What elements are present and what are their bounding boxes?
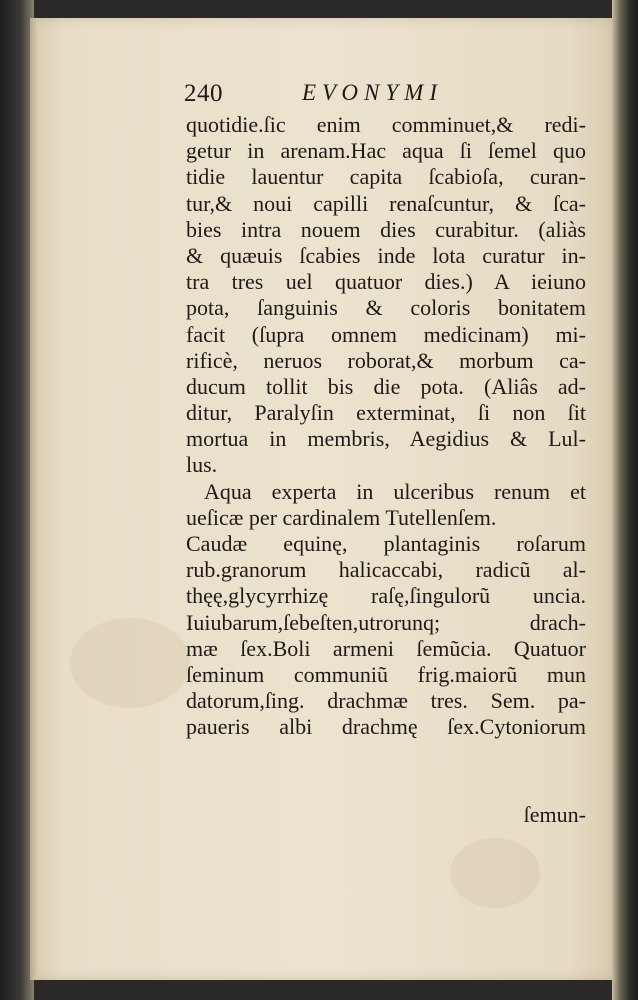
text-line: getur in arenam.Hac aqua ſi ſemel quo <box>186 138 586 164</box>
paper-stain <box>450 838 540 908</box>
body-text <box>186 112 586 741</box>
next-leaf-edge <box>612 0 638 1000</box>
running-title: EVONYMI <box>302 80 443 105</box>
text-line: ueſicæ per cardinalem Tutellenſem. <box>186 504 497 530</box>
text-line: rificè, neruos roborat,& morbum ca- <box>186 347 586 373</box>
text-line: mortua in membris, Aegidius & Lul- <box>186 426 586 452</box>
text-line: thęę,glycyrrhizę raſę,ſingulorũ uncia. <box>186 583 586 609</box>
text-line: ducum tollit bis die pota. (Aliâs ad- <box>186 373 586 399</box>
text-line: mæ ſex.Boli armeni ſemũcia. Quatuor <box>186 635 586 661</box>
text-line: rub.granorum halicaccabi, radicũ al- <box>186 557 586 583</box>
text-line: bies intra nouem dies curabitur. (aliàs <box>186 216 586 242</box>
text-line: quotidie.ſic enim comminuet,& redi- <box>186 112 586 137</box>
text-line: & quæuis ſcabies inde lota curatur in- <box>186 242 586 268</box>
text-line: tidie lauentur capita ſcabioſa, curan- <box>186 164 586 190</box>
page-header <box>184 80 504 114</box>
text-line: Iuiubarum,ſebeſten,utrorunq; drach- <box>186 609 586 635</box>
paper-stain <box>70 618 190 708</box>
page-edge-shadow <box>30 18 38 980</box>
catchword: ſemun- <box>523 802 586 827</box>
text-line: facit (ſupra omnem medicinam) mi- <box>186 321 586 347</box>
text-line: ſeminum communiũ frig.maiorũ mun <box>186 661 586 687</box>
book-gutter <box>0 0 34 1000</box>
text-line: paueris albi drachmę ſex.Cytoniorum <box>186 714 586 740</box>
text-line: tur,& noui capilli renaſcuntur, & ſca- <box>186 190 586 216</box>
text-line: datorum,ſing. drachmæ tres. Sem. pa- <box>186 688 586 714</box>
text-line: ditur, Paralyſin exterminat, ſi non ſit <box>186 400 586 426</box>
text-line: tra tres uel quatuor dies.) A ieiuno <box>186 269 586 295</box>
page-number: 240 <box>184 80 223 107</box>
text-line: lus. <box>186 452 218 478</box>
paragraph-start-line: Aqua experta in ulceribus renum et <box>204 478 586 504</box>
text-line: pota, ſanguinis & coloris bonitatem <box>186 295 586 321</box>
text-line: Caudæ equinę, plantaginis roſarum <box>186 531 586 556</box>
